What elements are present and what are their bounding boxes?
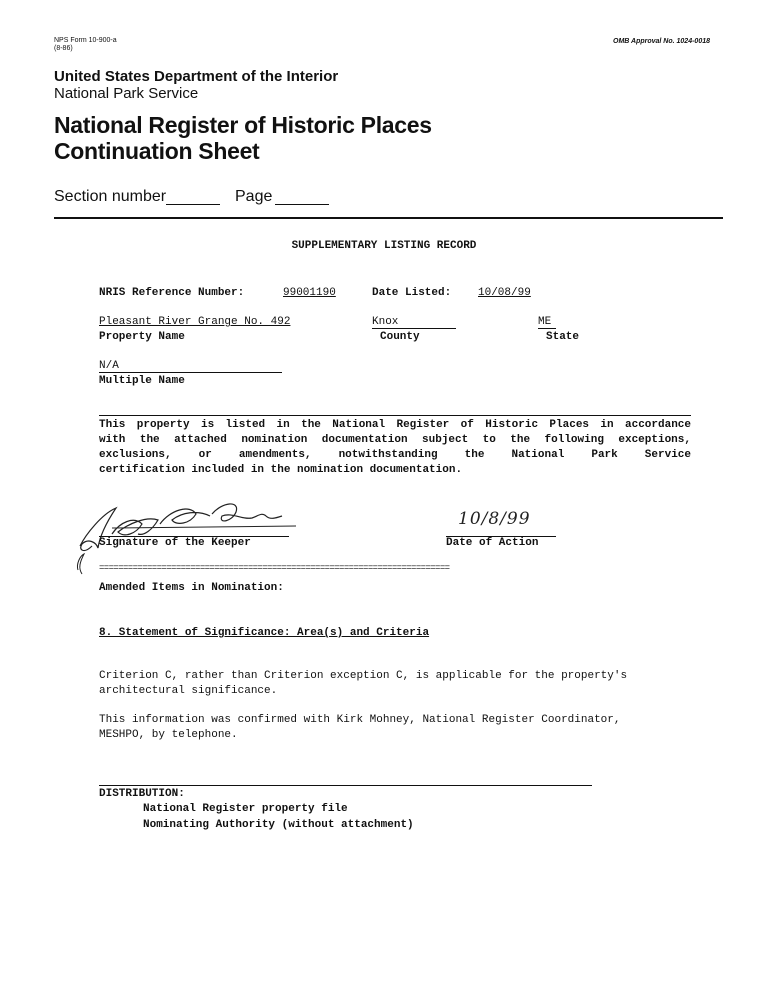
property-name-value: Pleasant River Grange No. 492 <box>99 316 291 328</box>
multiple-name-underline <box>99 372 282 373</box>
signature-of-keeper-label: Signature of the Keeper <box>99 537 251 549</box>
date-of-action-label: Date of Action <box>446 537 539 549</box>
property-name-label: Property Name <box>99 331 185 343</box>
service-name: National Park Service <box>54 85 199 102</box>
statement-rule <box>99 415 691 416</box>
page-label: Page <box>235 188 273 205</box>
paragraph-line: Criterion C, rather than Criterion exception C, is applicable for the property's <box>99 670 628 682</box>
form-date: (8-86) <box>54 45 73 52</box>
page-number-line <box>275 204 329 205</box>
county-label: County <box>380 331 420 343</box>
paragraph-line: architectural significance. <box>99 685 278 697</box>
form-number: NPS Form 10-900-a <box>54 37 117 44</box>
state-value: ME <box>538 316 552 328</box>
nris-value: 99001190 <box>283 287 336 299</box>
nris-label: NRIS Reference Number: <box>99 287 245 299</box>
paragraph-line: This information was confirmed with Kirk Mohney, National Register Coordinator, <box>99 714 621 726</box>
distribution-rule <box>99 785 592 786</box>
section-8-heading: 8. Statement of Significance: Area(s) and Criteria <box>99 627 430 639</box>
omb-approval: OMB Approval No. 1024-0018 <box>613 38 710 45</box>
paragraph-line: MESHPO, by telephone. <box>99 729 238 741</box>
amended-items-heading: Amended Items in Nomination: <box>99 582 284 594</box>
multiple-name-value: N/A <box>99 360 119 372</box>
section-number-line <box>166 204 220 205</box>
state-underline <box>538 328 556 329</box>
section-number-label: Section number <box>54 188 167 205</box>
county-value: Knox <box>372 316 399 328</box>
distribution-item: Nominating Authority (without attachment) <box>143 819 414 831</box>
distribution-heading: DISTRIBUTION: <box>99 788 185 800</box>
statement-line: certification included in the nomination documentation. <box>99 464 463 476</box>
amendment-paragraph-2 <box>99 713 691 743</box>
state-label: State <box>546 331 580 343</box>
statement-line: exclusions, or amendments, notwithstanding the National Park Service <box>99 449 691 461</box>
date-listed-label: Date Listed: <box>372 287 452 299</box>
record-heading: SUPPLEMENTARY LISTING RECORD <box>291 240 477 252</box>
amendment-paragraph-1 <box>99 669 691 699</box>
header-divider <box>54 217 723 219</box>
page-title: National Register of Historic Places <box>54 112 432 138</box>
page-subtitle: Continuation Sheet <box>54 138 260 164</box>
department-name: United States Department of the Interior <box>54 68 339 85</box>
statement-line: This property is listed in the National Register of Historic Places in accordance <box>99 419 691 431</box>
certification-statement <box>99 418 691 478</box>
county-underline <box>372 328 456 329</box>
date-listed-value: 10/08/99 <box>478 287 531 299</box>
multiple-name-label: Multiple Name <box>99 375 185 387</box>
distribution-item: National Register property file <box>143 803 348 815</box>
statement-line: with the attached nomination documentation subject to the following exceptions, <box>99 434 691 446</box>
separator-line: ========================================================================= <box>99 563 450 573</box>
date-of-action-handwritten: 10/8/99 <box>458 509 531 529</box>
